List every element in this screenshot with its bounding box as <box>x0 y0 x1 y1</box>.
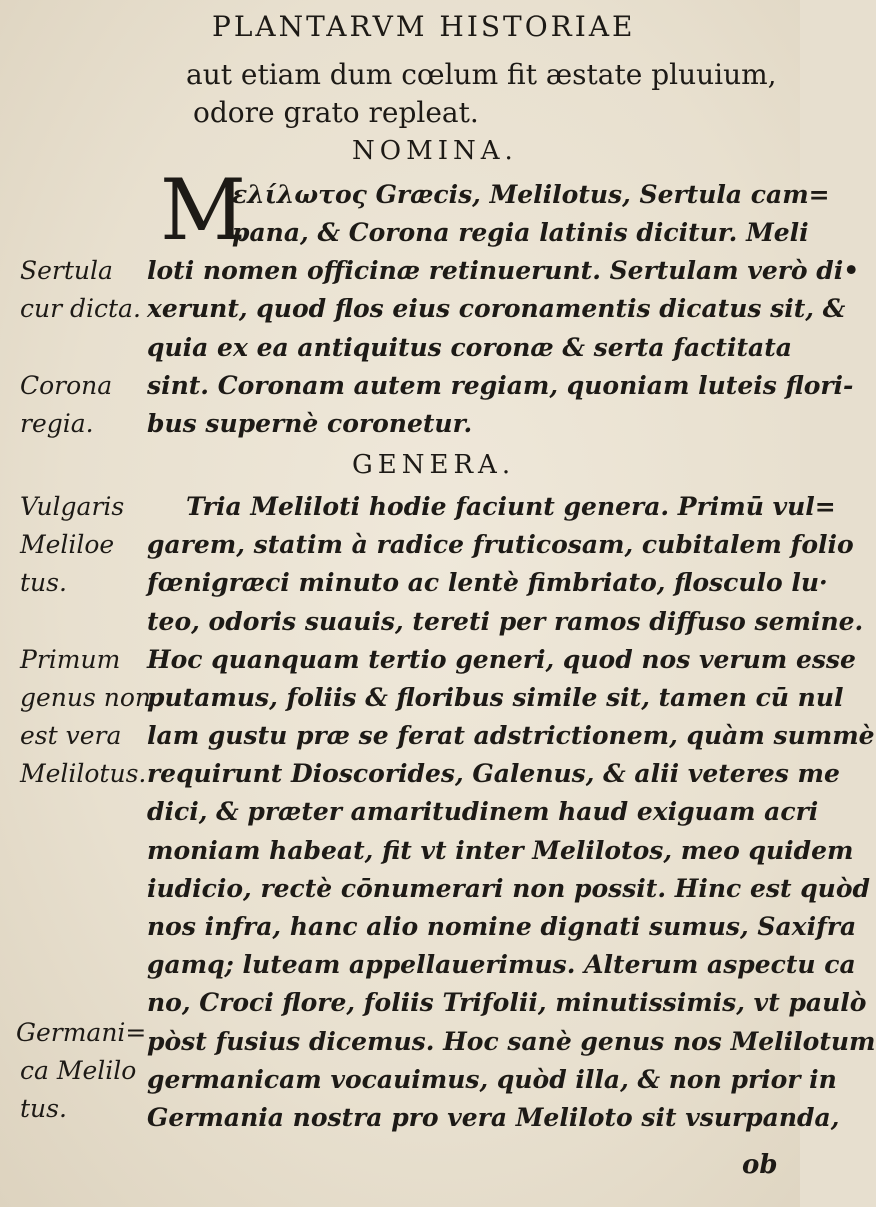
genera-line-7: lam gustu præ se ferat adstrictionem, quàm summè <box>147 721 875 750</box>
margin-note-line: est vera <box>20 721 122 750</box>
intro-line-2: odore grato repleat. <box>193 96 479 129</box>
genera-line-3: fœnigræci minuto ac lentè fimbriato, flosculo lu· <box>147 568 828 597</box>
genera-line-13: gamq; luteam appellauerimus. Alterum aspectu ca <box>147 950 856 979</box>
margin-note-line: Germani= <box>16 1018 147 1047</box>
genera-line-11: iudicio, rectè cōnumerari non possit. Hinc est quòd <box>147 874 871 903</box>
nomina-line-2: pana, & Corona regia latinis dicitur. Meli <box>232 218 809 247</box>
nomina-line-1: ελίλωτος Græcis, Melilotus, Sertula cam= <box>232 180 830 209</box>
nomina-line-6: sint. Coronam autem regiam, quoniam luteis flori- <box>147 371 854 400</box>
genera-line-10: moniam habeat, fit vt inter Melilotos, meo quidem <box>147 836 854 865</box>
margin-note-line: Sertula <box>20 256 113 285</box>
section-heading-genera: GENERA. <box>352 450 516 480</box>
genera-line-16: germanicam vocauimus, quòd illa, & non prior in <box>147 1065 837 1094</box>
margin-note-line: tus. <box>20 1094 67 1123</box>
genera-line-4: teo, odoris suauis, tereti per ramos diffuso semine. <box>147 607 864 636</box>
margin-note-line: Meliloe <box>20 530 115 559</box>
nomina-line-3: loti nomen officinæ retinuerunt. Sertulam verò di• <box>147 256 860 285</box>
genera-line-2: garem, statim à radice fruticosam, cubitalem folio <box>147 530 854 559</box>
nomina-line-5: quia ex ea antiquitus coronæ & serta factitata <box>147 333 792 362</box>
intro-line-1: aut etiam dum cœlum fit æstate pluuium, <box>186 58 777 91</box>
nomina-line-7: bus supernè coronetur. <box>147 409 473 438</box>
genera-line-9: dici, & præter amaritudinem haud exiguam acri <box>147 797 819 826</box>
genera-line-14: no, Croci flore, foliis Trifolii, minutissimis, vt paulò <box>147 988 867 1017</box>
margin-note-line: Corona <box>20 371 113 400</box>
genera-line-5: Hoc quanquam tertio generi, quod nos verum esse <box>147 645 856 674</box>
genera-line-8: requirunt Dioscorides, Galenus, & alii veteres me <box>147 759 840 788</box>
margin-note-line: regia. <box>20 409 94 438</box>
section-heading-nomina: NOMINA. <box>352 136 518 166</box>
genera-line-17: Germania nostra pro vera Meliloto sit vsurpanda, <box>147 1103 840 1132</box>
margin-note-line: Melilotus. <box>20 759 147 788</box>
margin-note-line: ca Melilo <box>20 1056 137 1085</box>
genera-line-15: pòst fusius dicemus. Hoc sanè genus nos Melilotum <box>147 1027 876 1056</box>
margin-note-line: genus non <box>20 683 152 712</box>
genera-line-12: nos infra, hanc alio nomine dignati sumus, Saxifra <box>147 912 857 941</box>
margin-note-line: cur dicta. <box>20 294 141 323</box>
margin-note-line: tus. <box>20 568 67 597</box>
genera-line-6: putamus, foliis & floribus simile sit, tamen cū nul <box>147 683 844 712</box>
catchword: ob <box>742 1150 778 1180</box>
nomina-line-4: xerunt, quod flos eius coronamentis dicatus sit, & <box>147 294 846 323</box>
running-title: PLANTARVM HISTORIAE <box>212 10 636 43</box>
margin-note-line: Vulgaris <box>20 492 125 521</box>
genera-line-1: Tria Meliloti hodie faciunt genera. Primū vul= <box>186 492 836 521</box>
margin-note-line: Primum <box>20 645 121 674</box>
drop-cap: M <box>160 161 247 259</box>
